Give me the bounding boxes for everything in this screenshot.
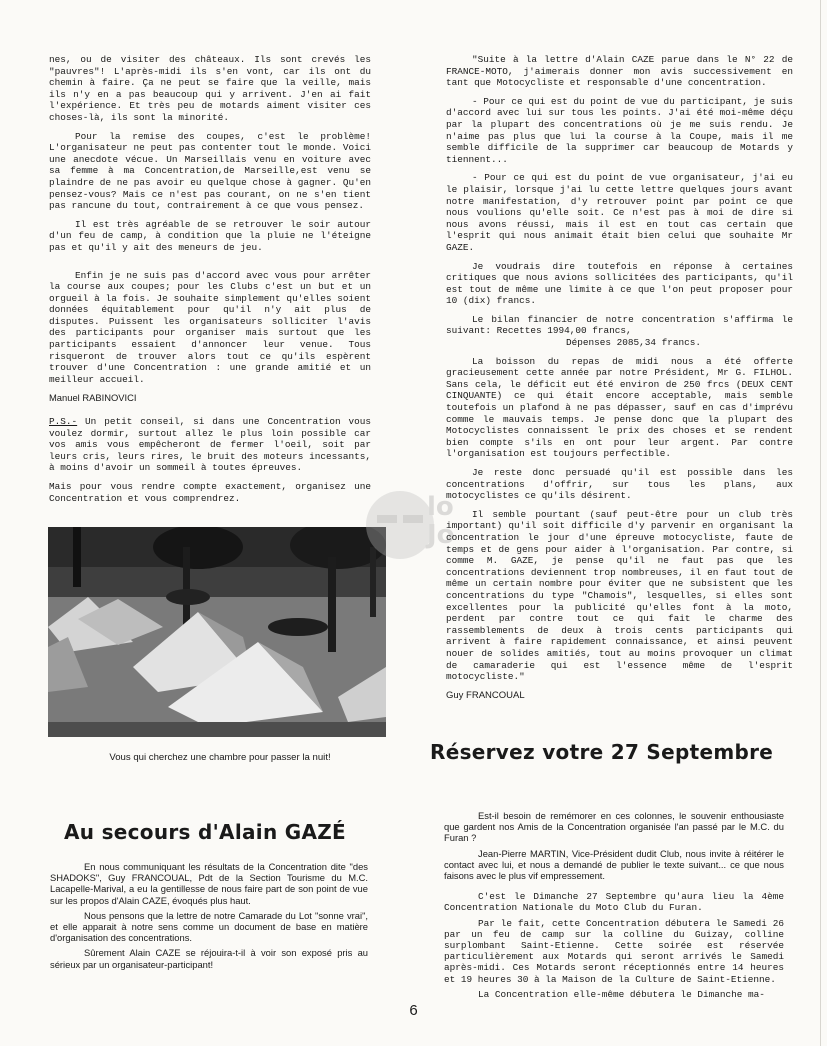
article-alain-gaze-body xyxy=(50,861,368,974)
right-column xyxy=(446,54,793,708)
reservez-paragraph-1: Est-il besoin de remémorer en ces colonnes, le souvenir enthousiaste que gardent nos Amis de la Concentration organisée l'an passé par le M.C. du Furan ? xyxy=(444,810,784,844)
right-paragraph-3: - Pour ce qui est du point de vue organisateur, j'ai eu le plaisir, lorsque j'ai lu cette lettre quelques jours avant notre manifestation, d'y retrouver point par point ce que nous voulions qu'elle soit. Ce n'est pas à moi de dire si nous avons réussi, mais il est en tout cas certain que l'esprit qui nous animait était bien celui que souhaite Mr GAZE. xyxy=(446,172,793,253)
reservez-paragraph-5: La Concentration elle-même débutera le Dimanche ma- xyxy=(478,988,765,1000)
page-number: 6 xyxy=(409,1002,418,1019)
article-title-alain-gaze: Au secours d'Alain GAZÉ xyxy=(64,820,346,844)
ps-label: P.S.- xyxy=(49,416,78,428)
right-paragraph-5b: Dépenses 2085,34 francs. xyxy=(566,337,702,349)
left-paragraph-2: Pour la remise des coupes, c'est le problème! L'organisateur ne peut pas contenter tout le monde. Voici une anecdote vécue. Un Marseillais venu en voiture avec sa femme à ma Concentration,de Marseille,est venu se plaindre de ne pas avoir eu quelque chose à gagner. Qu'en pensez-vous? Mais ce n'est pas courant, on ne s'en tient pas rancune du tout, contrairement à ce que vous pensez. xyxy=(49,130,371,212)
left-paragraph-5: Mais pour vous rendre compte exactement, organisez une Concentration et vous comprendrez. xyxy=(49,481,371,504)
svg-text:Jo: Jo xyxy=(427,520,455,550)
right-paragraph-2: - Pour ce qui est du point de vue du participant, je suis d'accord avec lui sur tous les points. J'ai été moi-même déçu par la plupart des concentrations où je me suis rendu. Je n'aime pas plus que lui la course à la Coupe, mais il me semble difficile de la supprimer car beaucoup de Motards y tiennent... xyxy=(446,95,793,165)
ps-paragraph xyxy=(49,416,371,474)
signature-rabinovici: Manuel RABINOVICI xyxy=(49,392,137,404)
svg-text:lo: lo xyxy=(427,492,454,522)
reservez-paragraph-2: Jean-Pierre MARTIN, Vice-Président dudit Club, nous invite à réitérer le contact avec lui, et nous a demandé de publier le texte suivant... ce que nous faisons avec le plus vif empressement. xyxy=(444,847,784,882)
gaze-paragraph-3: Sûrement Alain CAZE se réjouira-t-il à voir son exposé pris au sérieux par un organisateur-participant! xyxy=(50,947,368,970)
right-paragraph-1: "Suite à la lettre d'Alain CAZE parue dans le N° 22 de FRANCE-MOTO, j'aimerais donner mon avis successivement en tant que Motocycliste et responsable d'une concentration. xyxy=(446,54,793,89)
right-paragraph-4: Je voudrais dire toutefois en réponse à certaines critiques que nous avions sollicitées des participants, qu'il est tout de même une limite à ce que l'on peut proposer pour 10 (dix) francs. xyxy=(446,260,793,307)
right-paragraph-7: Je reste donc persuadé qu'il est possible dans les concentrations d'offrir, sur tous les plans, aux motocyclistes ce qu'ils désirent. xyxy=(446,467,793,502)
campsite-photo xyxy=(48,527,386,737)
campsite-illustration xyxy=(48,527,386,737)
reservez-paragraph-3: C'est le Dimanche 27 Septembre qu'aura lieu la 4ème Concentration Nationale du Moto Club du Furan. xyxy=(444,891,784,914)
reservez-paragraph-4: Par le fait, cette Concentration débutera le Samedi 26 par un feu de camp sur la colline du Guizay, colline surplombant Saint-Etienne. Cette soirée est réservée particulièrement aux Motards qui seront arrivés le Samedi après-midi. Ces Motards seront réceptionnés entre 14 heures et 19 heures 30 à la Maison de la Culture de Saint-Etienne. xyxy=(444,917,784,985)
left-paragraph-3: Il est très agréable de se retrouver le soir autour d'un feu de camp, à condition que la pluie ne l'éteigne pas et qu'il y ait des meneurs de jeu. xyxy=(49,218,371,253)
article-title-reservez: Réservez votre 27 Septembre xyxy=(430,740,774,764)
ps-text: Un petit conseil, si dans une Concentration vous voulez dormir, surtout allez le plus loin possible car vos amis vous empêcheront de fermer l'oeil, soit par leurs cris, leurs rires, le bruit des moteurs incessants, à moins d'avoir un sommeil à toutes épreuves. xyxy=(49,416,371,474)
page-edge-line xyxy=(820,0,821,1046)
left-paragraph-4: Enfin je ne suis pas d'accord avec vous pour arrêter la course aux coupes; pour les Clubs c'est un but et un orgueil à la fois. Je souhaite simplement qu'elles soient données équitablement pour qu'il n'y ait plus de disputes. Puissent les organisateurs solliciter l'avis des participants pour organiser mais surtout que les participants essaient d'annoncer leur venue. Tous risqueront de trouver alors tout ce qu'ils espèrent trouver d'une Concentration : une grande amitié et un meilleur accueil. xyxy=(49,269,371,385)
gaze-paragraph-2: Nous pensons que la lettre de notre Camarade du Lot "sonne vrai", et elle apparait à notre sens comme un document de base en matière d'organisation des concentrations. xyxy=(50,909,368,944)
gaze-paragraph-1: En nous communiquant les résultats de la Concentration dite "des SHADOKS", Guy FRANCOUAL, Pdt de la Section Tourisme du M.C. Lacapelle-Marival, a eu la gentillesse de nous faire part de son point de vue sur les propos d'Alain CAZE, évoqués plus haut. xyxy=(50,861,368,906)
right-paragraph-8: Il semble pourtant (sauf peut-être pour un club très important) qu'il soit difficile d'y parvenir en organisant la concentration le jour d'une épreuve motocycliste, faute de temps et de gens pour aider à l'organisation. Par contre, si comme M. GAZE, je pense qu'il ne faut pas que les concentrations deviennent trop nombreuses, il en faut tout de même un certain nombre pour éviter que ne subsistent que les concentrations du type "Chamois", lesquelles, si elles sont excellentes pour la publicité qu'elles font à la moto, perdent par contre tout ce qui fait le charme des rassemblements de deux à trois cents participants qui arrivent à faire rapidement connaissance, et ainsi peuvent nouer de solides amitiés, tout au moins provoquer un climat de camaraderie qui est l'essence même de l'esprit motocycliste." xyxy=(446,508,793,683)
signature-francoual: Guy FRANCOUAL xyxy=(446,689,525,701)
photo-caption: Vous qui cherchez une chambre pour passer la nuit! xyxy=(109,752,331,763)
article-reservez-body xyxy=(444,810,784,1004)
left-column xyxy=(49,54,371,511)
right-paragraph-6: La boisson du repas de midi nous a été offerte gracieusement cette année par notre Président, Mr G. FILHOL. Sans cela, le déficit eut été environ de 250 frcs (DEUX CENT CINQUANTE) ce qui était encore acceptable, mais semble toutefois un plafond à ne pas dépasser, sauf en cas d'imprévu comme le mauvais temps. Je pense donc que la plupart des Motocyclistes connaissent le prix des choses et se rendent bien compte s'ils en ont pour leur argent. Par contre l'organisation est toujours perfectible. xyxy=(446,355,793,460)
right-paragraph-5: Le bilan financier de notre concentration s'affirma le suivant: Recettes 1994,00 francs, xyxy=(446,313,793,337)
left-paragraph-1: nes, ou de visiter des châteaux. Ils sont crevés les "pauvres"! L'après-midi ils s'en vont, car ils ont du chemin à faire. Ça ne peut se faire que la veille, mais ils n'y en a pas beaucoup qui y arrivent. J'en ai fait l'expérience. Et très peu de motards aiment visiter ces choses-là, ils sont la minorité. xyxy=(49,54,371,123)
